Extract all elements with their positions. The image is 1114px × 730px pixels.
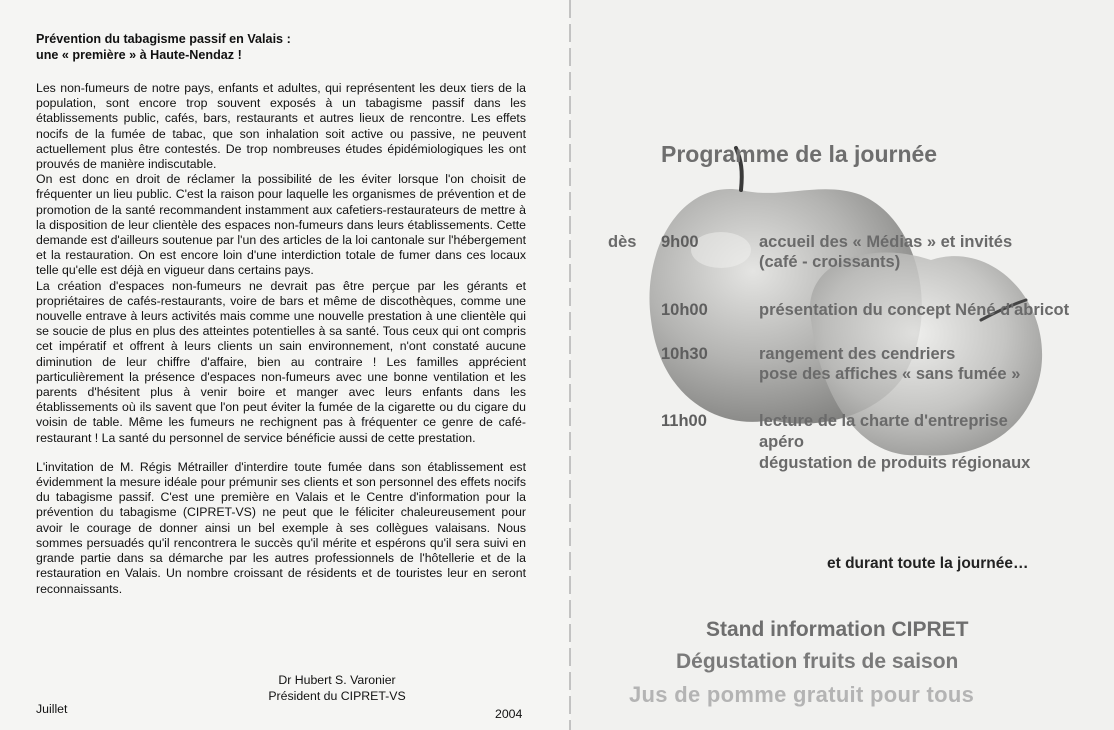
signature bbox=[262, 672, 412, 704]
program-title: Programme de la journée bbox=[661, 141, 938, 167]
paragraph-1: Les non-fumeurs de notre pays, enfants et adultes, qui représentent les deux tiers de la population, sont encore trop souvent exposés à un tabagisme passif dans les établissements public, cafés, bars, restaurants et autres lieux de rencontre. Les effets nocifs de la fumée de tabac, que son inhalation soit active ou passive, ne peuvent actuellement plus être contestés. De trop nombreuses études épidémiologiques les ont prouvés de manière indiscutable. bbox=[36, 81, 526, 172]
title-line-1: Prévention du tabagisme passif en Valais : bbox=[36, 32, 291, 46]
article-body bbox=[36, 81, 526, 597]
stand-line-2: Dégustation fruits de saison bbox=[676, 650, 959, 673]
schedule-time-2: 10h00 bbox=[661, 301, 708, 319]
schedule-item-4-line3: dégustation de produits régionaux bbox=[759, 454, 1031, 472]
article-title bbox=[36, 31, 291, 63]
paragraph-3: La création d'espaces non-fumeurs ne devrait pas être perçue par les gérants et propriétaires de cafés-restaurants, voire de bars et même de discothèques, comme une nouvelle entrave à leurs activités mais comme une nouvelle prestation à une clientèle qui se soucie de plus en plus des atteintes potentielles à sa santé. Tous ceux qui ont compris cet impératif et offrent à leurs clients un sain environnement, n'ont constaté aucune diminution de leur chiffre d'affaire, bien au contraire ! Les familles apprécient particulièrement la présence d'espaces non-fumeurs avec une bonne ventilation et les parents d'hésitent plus à venir boire et manger avec leurs enfants dans les établissements où ils savent que l'on peut éviter la fumée de la cigarette ou du cigare du voisin de table. Même les fumeurs ne rechignent pas à fréquenter ce genre de café-restaurant ! La santé du personnel de service bénéficie aussi de cette prestation. bbox=[36, 278, 526, 445]
paragraph-gap bbox=[36, 446, 526, 460]
schedule-item-3-line1: rangement des cendriers bbox=[759, 345, 956, 363]
footer-month: Juillet bbox=[36, 702, 68, 716]
schedule-time-3: 10h30 bbox=[661, 345, 708, 363]
schedule-prefix-1: dès bbox=[608, 233, 637, 251]
footer-year: 2004 bbox=[495, 707, 523, 721]
all-day-heading: et durant toute la journée… bbox=[827, 555, 1029, 572]
right-page bbox=[571, 0, 1114, 730]
schedule-item-1 bbox=[759, 232, 1012, 272]
paragraph-4: L'invitation de M. Régis Métrailler d'interdire toute fumée dans son établissement est évidemment la mesure idéale pour prémunir ses clients et son personnel des effets nocifs du tabagisme passif. C'est une première en Valais et le Centre d'information pour la prévention du tabagisme (CIPRET-VS) ne peut que le féliciter chaleureusement pour avoir le courage de donner ainsi un bel exemple à ses collègues valaisans. Nous sommes persuadés qu'il rencontrera le succès qu'il mérite et espérons qu'il sera suivi en grande partie dans sa démarche par les autres professionnels de l'hôtellerie et de la restauration en Valais. Un nombre croissant de résidents et de touristes leur en seront reconnaissants. bbox=[36, 459, 526, 596]
schedule-time-4: 11h00 bbox=[661, 412, 707, 430]
schedule-item-4 bbox=[759, 411, 1030, 474]
schedule-item-3 bbox=[759, 344, 1020, 384]
title-line-2: une « première » à Haute-Nendaz ! bbox=[36, 48, 242, 62]
schedule-item-1-line1: accueil des « Médias » et invités bbox=[759, 233, 1013, 251]
signature-role: Président du CIPRET-VS bbox=[268, 689, 406, 703]
paragraph-2: On est donc en droit de réclamer la possibilité de les éviter lorsque l'on choisit de fréquenter un lieu public. C'est la raison pour laquelle les organismes de prévention et de promotion de la santé recommandent instamment aux cafetiers-restaurateurs de mettre à la disposition de leur clientèle des espaces non-fumeurs dans leurs établissements. Cette demande est d'ailleurs soutenue par l'un des articles de la loi cantonale sur l'hébergement et la restauration. On est encore loin d'une interdiction totale de fumer dans ces locaux telle qu'elle est déjà en vigueur dans certains pays. bbox=[36, 172, 526, 278]
schedule-item-2: présentation du concept Néné d'abricot bbox=[759, 301, 1070, 319]
schedule-item-4-line2: apéro bbox=[759, 433, 804, 451]
schedule-time-1: 9h00 bbox=[661, 233, 699, 251]
signature-name: Dr Hubert S. Varonier bbox=[278, 673, 396, 687]
schedule-item-1-line2: (café - croissants) bbox=[759, 253, 901, 271]
schedule-item-4-line1: lecture de la charte d'entreprise bbox=[759, 412, 1008, 430]
stand-line-1: Stand information CIPRET bbox=[706, 618, 969, 641]
schedule-item-3-line2: pose des affiches « sans fumée » bbox=[759, 365, 1021, 383]
stand-line-3: Jus de pomme gratuit pour tous bbox=[629, 682, 975, 707]
